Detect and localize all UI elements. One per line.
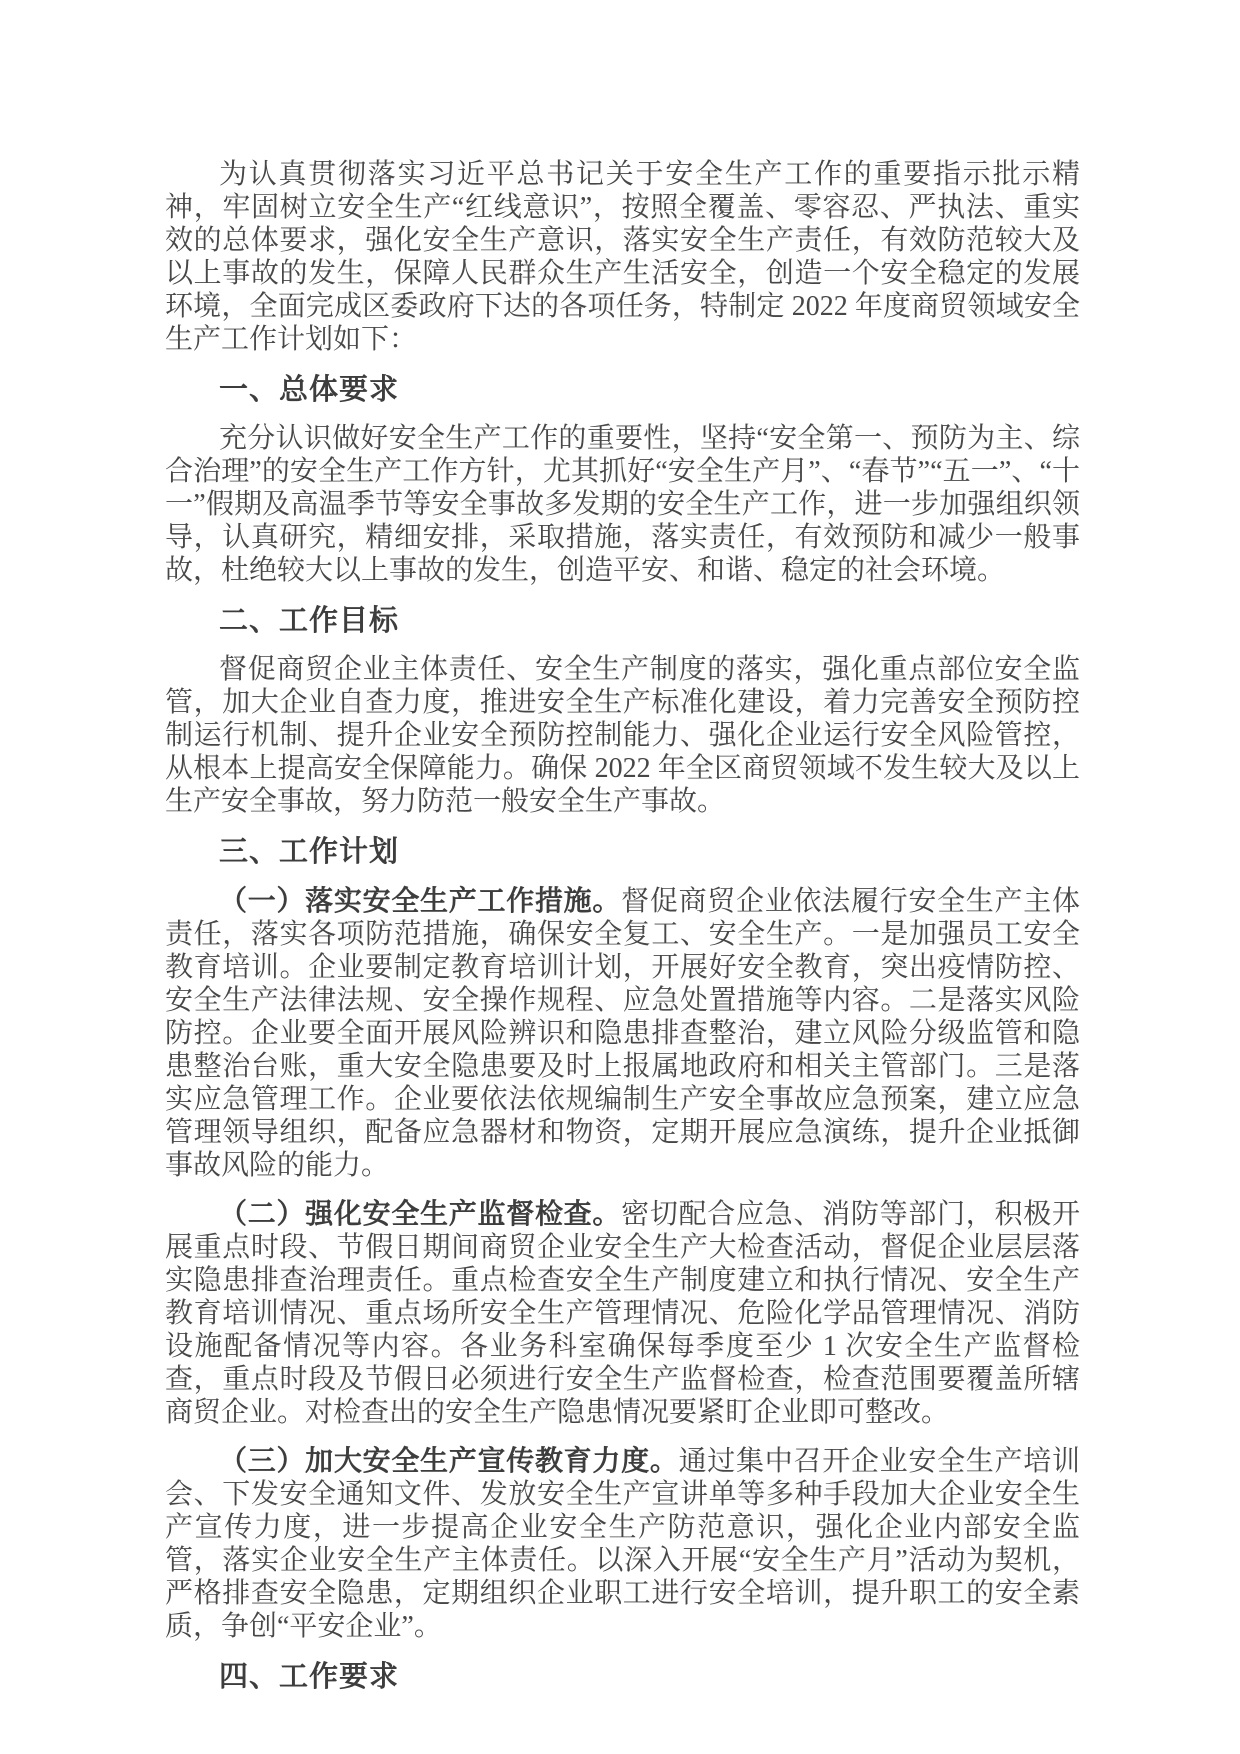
work-plan-item-1	[165, 884, 1080, 1182]
work-plan-item-3	[165, 1444, 1080, 1643]
paragraph-work-goals: 督促商贸企业主体责任、安全生产制度的落实，强化重点部位安全监管，加大企业自查力度，推进安全生产标准化建设，着力完善安全预防控制运行机制、提升企业安全预防控制能力、强化企业运行安全风险管控，从根本上提高安全保障能力。确保 2022 年全区商贸领域不发生较大及以上生产安全事故，努力防范一般安全生产事故。	[165, 654, 1080, 817]
section-heading-work-requirements: 四、工作要求	[219, 1661, 400, 1693]
section-heading-work-goals: 二、工作目标	[219, 605, 400, 637]
intro-paragraph: 为认真贯彻落实习近平总书记关于安全生产工作的重要指示批示精神，牢固树立安全生产“红线意识”，按照全覆盖、零容忍、严执法、重实效的总体要求，强化安全生产意识，落实安全生产责任，有效防范较大及以上事故的发生，保障人民群众生产生活安全，创造一个安全稳定的发展环境，全面完成区委政府下达的各项任务，特制定 2022 年度商贸领域安全生产工作计划如下：	[165, 159, 1080, 355]
work-plan-item-2-lead: （二）强化安全生产监督检查。	[219, 1198, 622, 1229]
work-plan-item-2	[165, 1197, 1080, 1429]
paragraph-overall-requirements: 充分认识做好安全生产工作的重要性，坚持“安全第一、预防为主、综合治理”的安全生产工作方针，尤其抓好“安全生产月”、“春节”“五一”、“十一”假期及高温季节等安全事故多发期的安全生产工作，进一步加强组织领导，认真研究，精细安排，采取措施，落实责任，有效预防和减少一般事故，杜绝较大以上事故的发生，创造平安、和谐、稳定的社会环境。	[165, 423, 1080, 586]
work-plan-item-2-body: 密切配合应急、消防等部门，积极开展重点时段、节假日期间商贸企业安全生产大检查活动，督促企业层层落实隐患排查治理责任。重点检查安全生产制度建立和执行情况、安全生产教育培训情况、重点场所安全生产管理情况、危险化学品管理情况、消防设施配备情况等内容。各业务科室确保每季度至少 1 次安全生产监督检查，重点时段及节假日必须进行安全生产监督检查，检查范围要覆盖所辖商贸企业。对检查出的安全生产隐患情况要紧盯企业即可整改。	[165, 1199, 1080, 1428]
document-body	[165, 158, 1080, 1709]
work-plan-item-1-lead: （一）落实安全生产工作措施。	[219, 885, 622, 916]
work-plan-item-1-body: 督促商贸企业依法履行安全生产主体责任，落实各项防范措施，确保安全复工、安全生产。一是加强员工安全教育培训。企业要制定教育培训计划，开展好安全教育，突出疫情防控、安全生产法律法规、安全操作规程、应急处置措施等内容。二是落实风险防控。企业要全面开展风险辨识和隐患排查整治，建立风险分级监管和隐患整治台账，重大安全隐患要及时上报属地政府和相关主管部门。三是落实应急管理工作。企业要依法依规编制生产安全事故应急预案，建立应急管理领导组织，配备应急器材和物资，定期开展应急演练，提升企业抵御事故风险的能力。	[165, 886, 1080, 1181]
section-heading-work-plan: 三、工作计划	[219, 836, 400, 868]
work-plan-item-3-body: 通过集中召开企业安全生产培训会、下发安全通知文件、发放安全生产宣讲单等多种手段加大企业安全生产宣传力度，进一步提高企业安全生产防范意识，强化企业内部安全监管，落实企业安全生产主体责任。以深入开展“安全生产月”活动为契机，严格排查安全隐患，定期组织企业职工进行安全培训，提升职工的安全素质，争创“平安企业”。	[165, 1446, 1080, 1642]
work-plan-item-3-lead: （三）加大安全生产宣传教育力度。	[219, 1445, 679, 1476]
section-heading-overall-requirements: 一、总体要求	[219, 374, 400, 406]
